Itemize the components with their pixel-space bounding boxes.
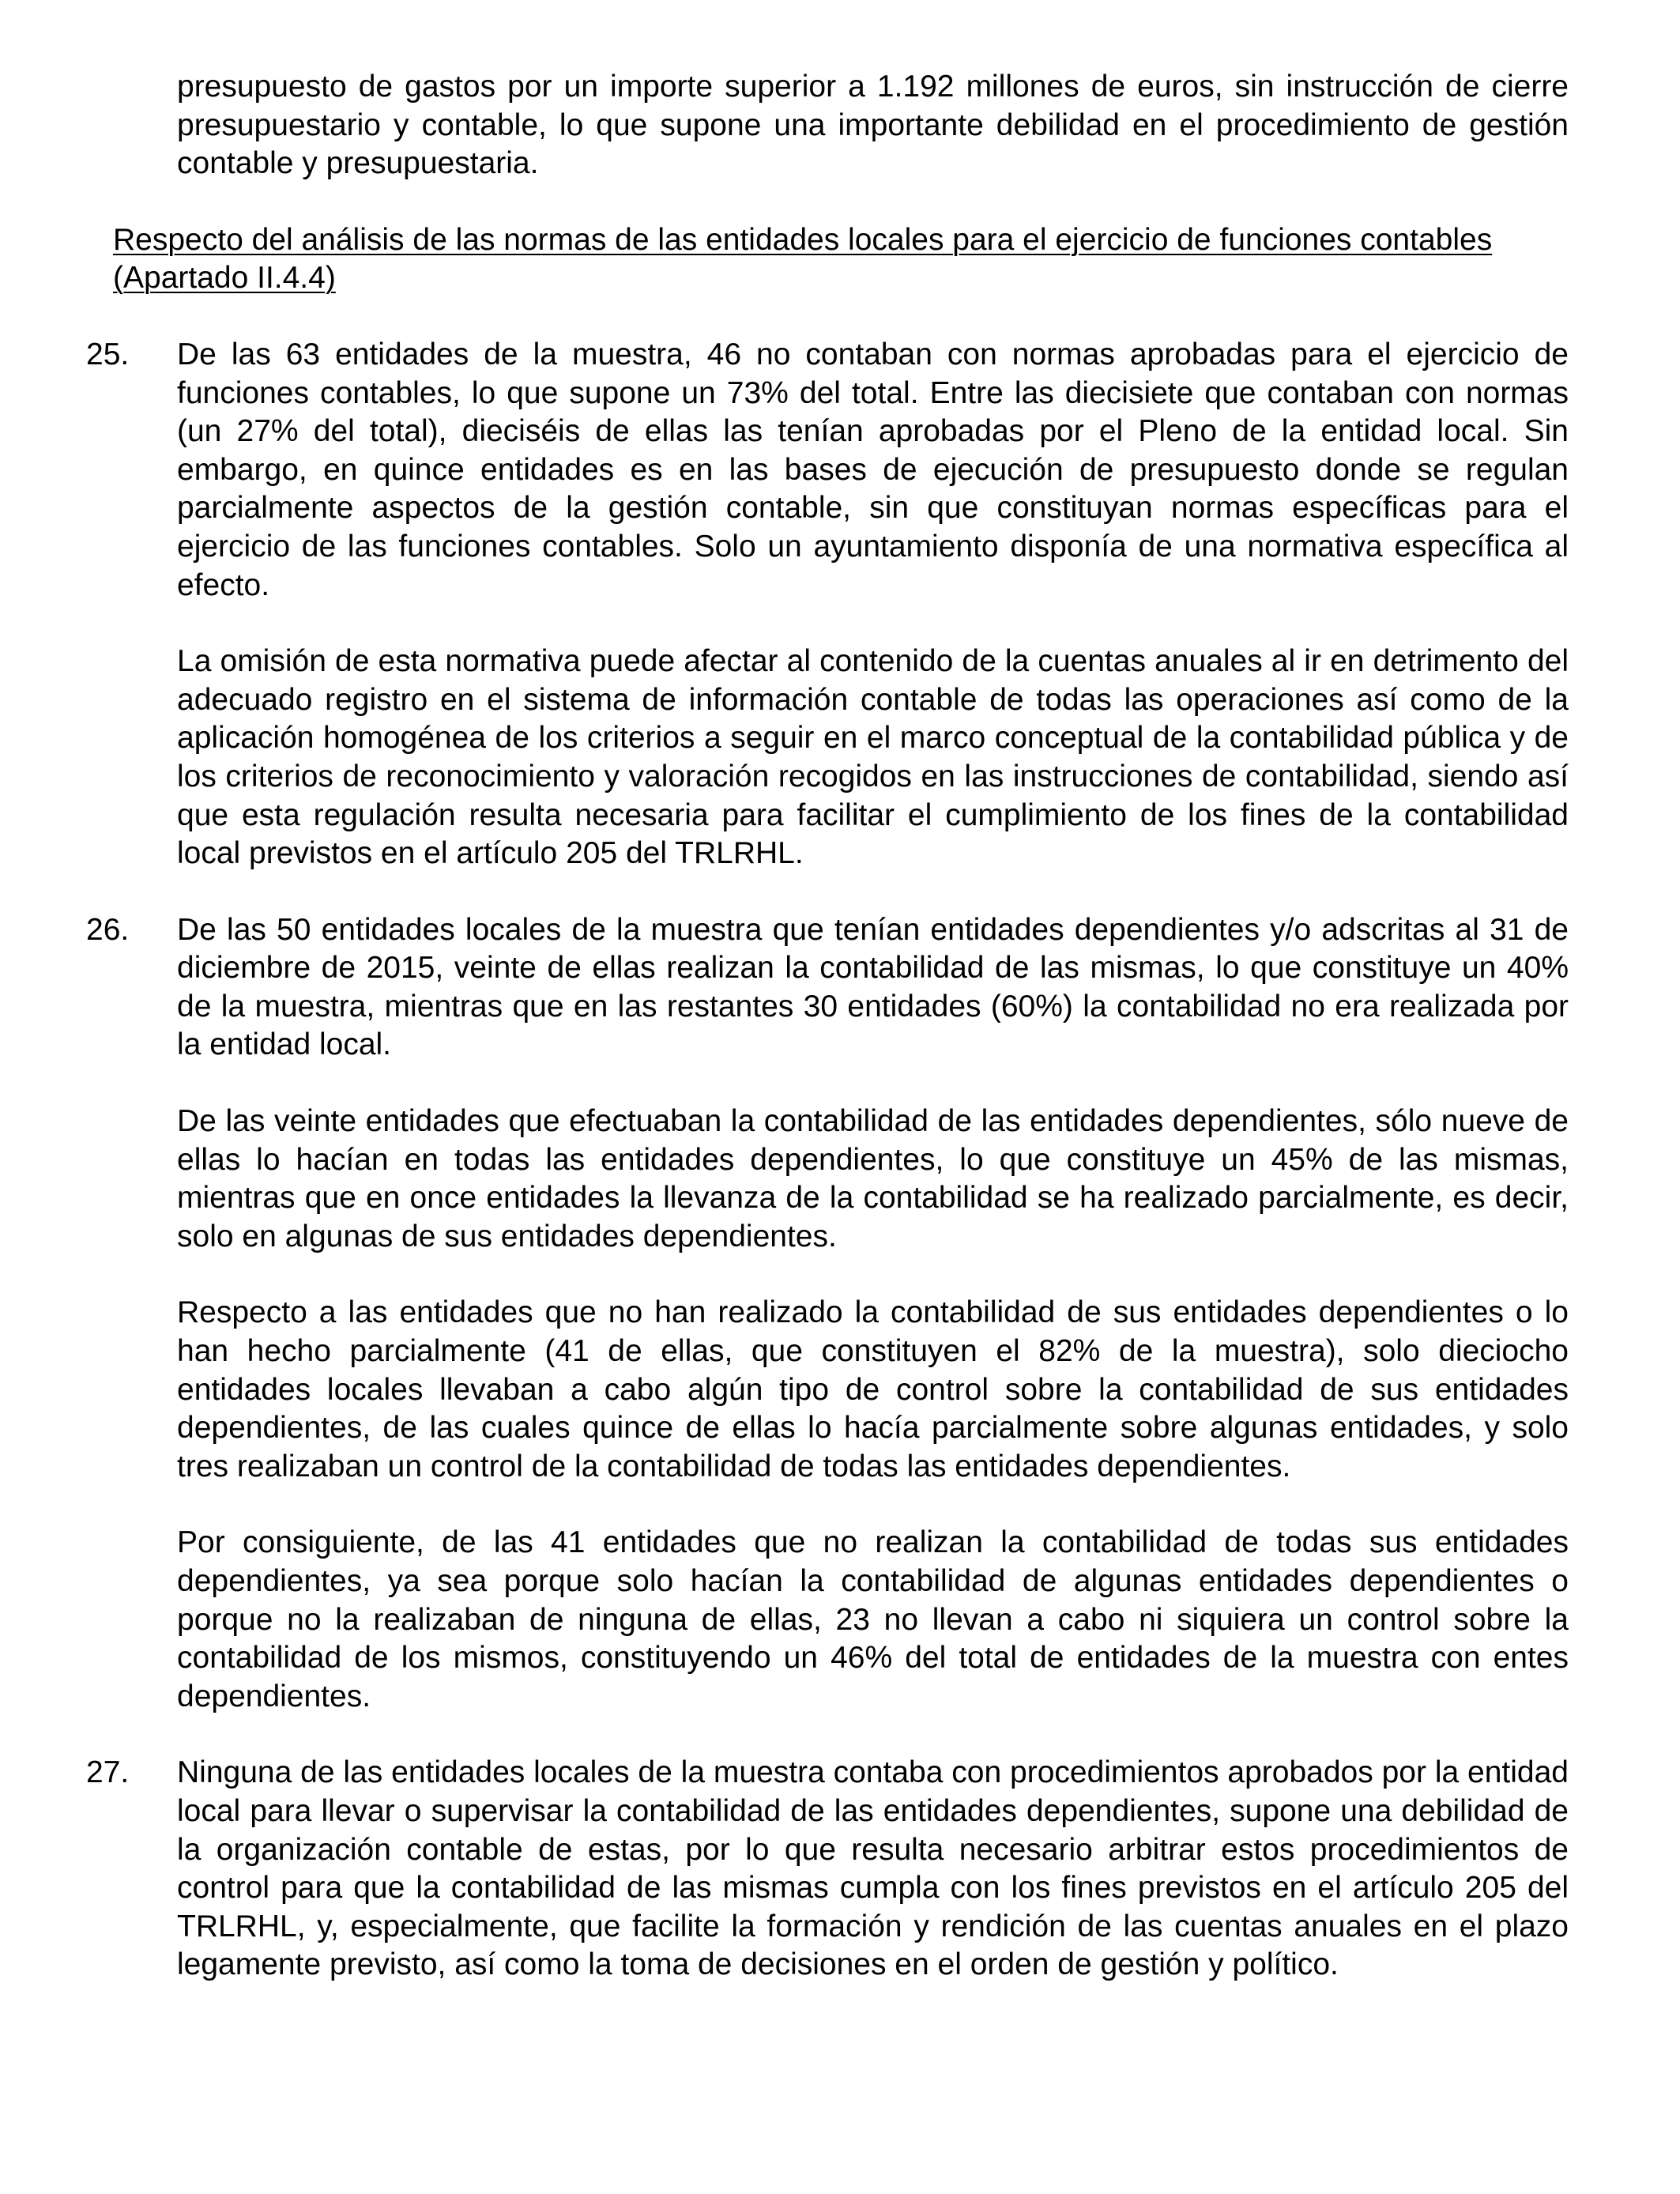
paragraph-26-continuation-2: Respecto a las entidades que no han realizado la contabilidad de sus entidades dependientes o lo han hecho parcialmente (41 de ellas, que constituyen el 82% de la muestra), solo dieciocho entidades locales llevaban a cabo algún tipo de control sobre la contabilidad de sus entidades dependientes, de las cuales quince de ellas lo hacía parcialmente sobre algunas entidades, y solo tres realizaban un control de la contabilidad de todas las entidades dependientes. [177, 1295, 1569, 1483]
paragraph-26-text: De las 50 entidades locales de la muestra que tenían entidades dependientes y/o adscritas al 31 de diciembre de 2015, veinte de ellas realizan la contabilidad de las mismas, lo que constituye un 40% de la muestra, mientras que en las restantes 30 entidades (60%) la contabilidad no era realizada por la entidad local. [177, 912, 1569, 1062]
section-heading: Respecto del análisis de las normas de las entidades locales para el ejercicio de funciones contables (Apartado II.4.4) [113, 222, 1493, 296]
paragraph-number-25: 25. [86, 337, 130, 371]
paragraph-27-text: Ninguna de las entidades locales de la muestra contaba con procedimientos aprobados por la entidad local para llevar o supervisar la contabilidad de las entidades dependientes, supone una debilidad de la organización contable de estas, por lo que resulta necesario arbitrar estos procedimientos de control para que la contabilidad de las mismas cumpla con los fines previstos en el artículo 205 del TRLRHL, y, especialmente, que facilite la formación y rendición de las cuentas anuales en el plazo legamente previsto, así como la toma de decisiones en el orden de gestión y político. [177, 1755, 1569, 1982]
paragraph-26-continuation-1: De las veinte entidades que efectuaban la contabilidad de las entidades dependientes, sólo nueve de ellas lo hacían en todas las entidades dependientes, lo que constituye un 45% de las mismas, mientras que en once entidades la llevanza de la contabilidad se ha realizado parcialmente, es decir, solo en algunas de sus entidades dependientes. [177, 1104, 1569, 1253]
paragraph-25 [86, 336, 1569, 605]
paragraph-25-continuation: La omisión de esta normativa puede afectar al contenido de la cuentas anuales al ir en detrimento del adecuado registro en el sistema de información contable de todas las operaciones así como de la aplicación homogénea de los criterios a seguir en el marco conceptual de la contabilidad pública y de los criterios de reconocimiento y valoración recogidos en las instrucciones de contabilidad, siendo así que esta regulación resulta necesaria para facilitar el cumplimiento de los fines de la contabilidad local previstos en el artículo 205 del TRLRHL. [177, 644, 1569, 871]
paragraph-26 [86, 911, 1569, 1065]
paragraph-number-27: 27. [86, 1755, 130, 1790]
paragraph-27 [86, 1754, 1569, 1985]
paragraph-26-continuation-3: Por consiguiente, de las 41 entidades que no realizan la contabilidad de todas sus entidades dependientes, ya sea porque solo hacían la contabilidad de algunas entidades dependientes o porque no la realizaban de ninguna de ellas, 23 no llevan a cabo ni siquiera un control sobre la contabilidad de los mismos, constituyendo un 46% del total de entidades de la muestra con entes dependientes. [177, 1525, 1569, 1713]
paragraph-number-26: 26. [86, 912, 130, 947]
paragraph-25-text: De las 63 entidades de la muestra, 46 no contaban con normas aprobadas para el ejercicio de funciones contables, lo que supone un 73% del total. Entre las diecisiete que contaban con normas (un 27% del total), dieciséis de ellas las tenían aprobadas por el Pleno de la entidad local. Sin embargo, en quince entidades es en las bases de ejecución de presupuesto donde se regulan parcialmente aspectos de la gestión contable, sin que constituyan normas específicas para el ejercicio de las funciones contables. Solo un ayuntamiento disponía de una normativa específica al efecto. [177, 337, 1569, 602]
intro-paragraph: presupuesto de gastos por un importe superior a 1.192 millones de euros, sin instrucción de cierre presupuestario y contable, lo que supone una importante debilidad en el procedimiento de gestión contable y presupuestaria. [177, 70, 1569, 181]
